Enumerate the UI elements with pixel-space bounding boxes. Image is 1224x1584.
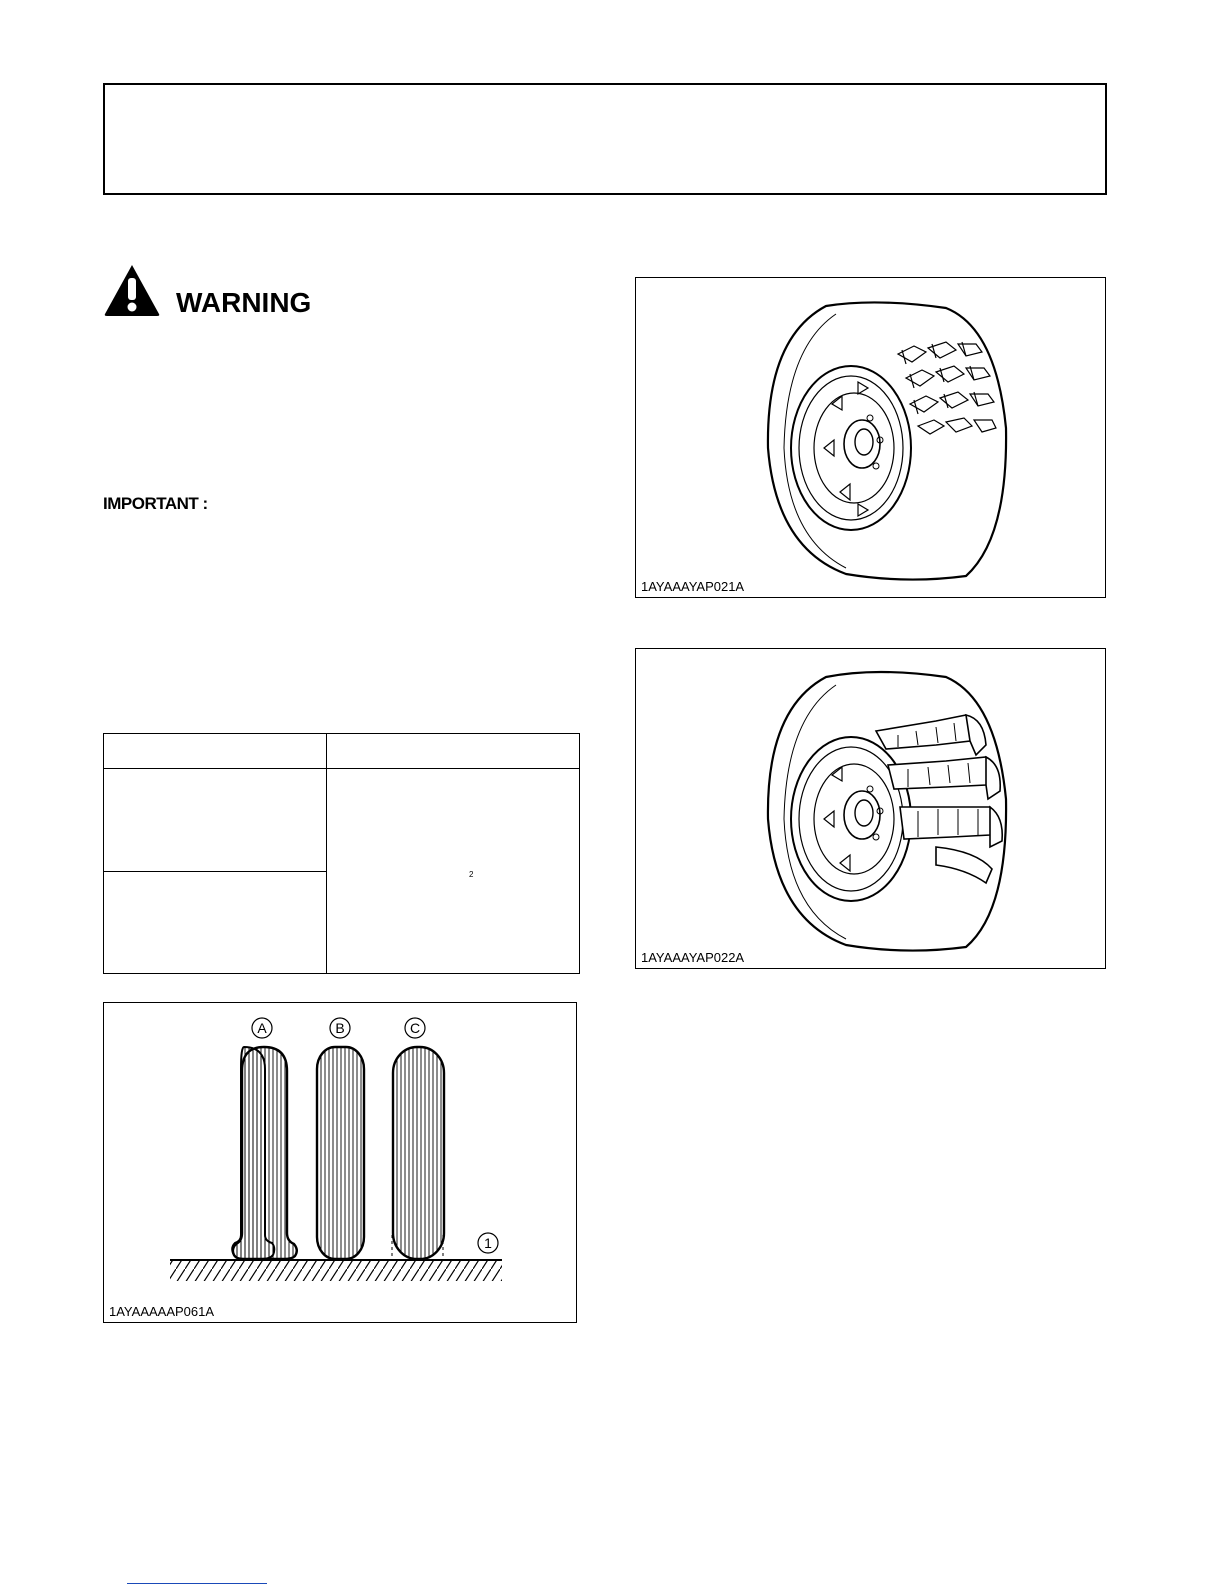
warning-triangle-icon	[103, 263, 161, 317]
important-text: IMPORTANT	[103, 494, 199, 513]
table-header-divider	[104, 768, 579, 769]
figure-caption: 1AYAAAYAP022A	[641, 950, 745, 965]
bar-tire-figure	[635, 648, 1106, 969]
label-c	[405, 1018, 425, 1038]
label-b-text: B	[335, 1020, 345, 1036]
tire-c-shape	[393, 1047, 444, 1259]
table-column-divider	[326, 734, 327, 973]
ground-hatch	[170, 1260, 502, 1281]
warning-title: WARNING	[176, 287, 312, 318]
bar-tire-illustration	[636, 649, 1107, 970]
table-superscript: 2	[469, 870, 474, 879]
header-box	[103, 83, 1107, 195]
turf-tire-illustration	[636, 278, 1107, 599]
label-1-text: 1	[484, 1235, 492, 1251]
important-colon: :	[202, 494, 208, 513]
figure-caption: 1AYAAAAAP061A	[109, 1304, 215, 1319]
table-row-divider	[104, 871, 327, 872]
important-label	[103, 493, 208, 515]
tire-b-shape	[317, 1047, 364, 1259]
label-a-text: A	[257, 1020, 267, 1036]
tire-inflation-illustration	[104, 1003, 578, 1324]
figure-caption: 1AYAAAYAP021A	[641, 579, 745, 594]
label-c-text: C	[409, 1020, 421, 1036]
turf-tire-figure	[635, 277, 1106, 598]
label-b	[330, 1018, 350, 1038]
tire-a-outline	[233, 1047, 297, 1259]
tire-pressure-table	[103, 733, 580, 974]
label-1	[478, 1233, 498, 1253]
tire-inflation-figure	[103, 1002, 577, 1323]
label-a	[252, 1018, 272, 1038]
